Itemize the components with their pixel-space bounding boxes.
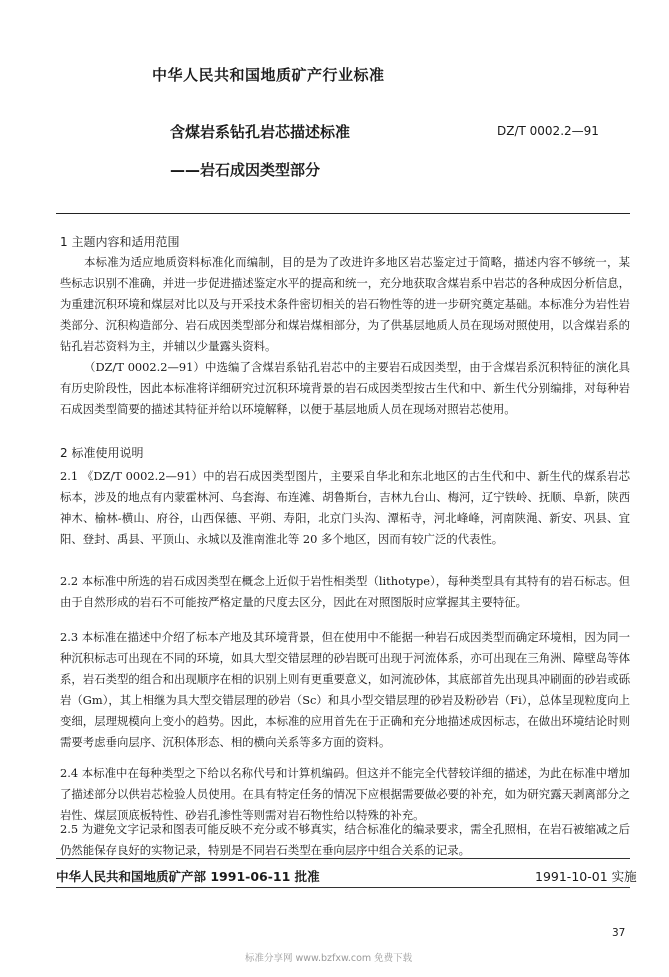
footer-divider: [56, 858, 630, 859]
standard-code: DZ/T 0002.2—91: [497, 124, 599, 138]
header-divider: [56, 213, 630, 214]
issuing-authority: 中华人民共和国地质矿产行业标准: [152, 66, 385, 84]
section-1-paragraph-1: 本标准为适应地质资料标准化而编制，目的是为了改进许多地区岩芯鉴定过于简略，描述内容不够统一，某些标志识别不准确，并进一步促进描述鉴定水平的提高和统一，充分地获取含煤岩系中岩芯的各种成因分析信息，为重建沉积环境和煤层对比以及与开采技术条件密切相关的岩石物性等的进一步研究奠定基础。本标准分为岩性岩类部分、沉积构造部分、岩石成因类型部分和煤岩煤相部分，为了供基层地质人员在现场对照使用，以含煤岩系的钻孔岩芯资料为主，并辅以少量露头资料。: [60, 255, 630, 353]
section-2-item-1: 2.1 《DZ/T 0002.2—91）中的岩石成因类型图片，主要采自华北和东北地区的古生代和中、新生代的煤系岩芯标本，涉及的地点有内蒙霍林河、乌套海、布连滩、胡鲁斯台，吉林九台山、梅河，辽宁铁岭、抚顺、阜新，陕西神木、榆林-横山、府谷，山西保德、平朔、寿阳，北京门头沟、潭柘寺，河北峰峰，河南陕渑、新安、巩县、宜阳、登封、禹县、平顶山、永城以及淮南淮北等 20 多个地区，因而有较广泛的代表性。: [60, 469, 630, 546]
section-2-item-4: 2.4 本标准中在每种类型之下给以名称代号和计算机编码。但这并不能完全代替较详细的描述，为此在标准中增加了描述部分以供岩芯检验人员使用。在具有特定任务的情况下应根据需要做必要的补充，如为研究露天剥离部分之岩性、煤层顶底板特性、砂岩孔渗性等则需对岩石物性给以特殊的补充。: [60, 766, 630, 822]
document-title: 含煤岩系钻孔岩芯描述标准: [170, 123, 351, 141]
section-2-heading: 2 标准使用说明: [60, 446, 144, 460]
approval-line: 中华人民共和国地质矿产部 1991-06-11 批准: [56, 869, 320, 884]
document-subtitle: ——岩石成因类型部分: [170, 161, 321, 179]
page-number: 37: [612, 927, 626, 939]
watermark-text: 标准分享网 www.bzfxw.com 免费下载: [245, 953, 413, 964]
section-2-item-2: 2.2 本标准中所选的岩石成因类型在概念上近似于岩性相类型（lithotype），每种类型具有其特有的岩石标志。但由于自然形成的岩石不可能按严格定量的尺度去区分，因此在对照图版时应掌握其主要特征。: [60, 574, 630, 609]
section-2-item-3: 2.3 本标准在描述中介绍了标本产地及其环境背景，但在使用中不能据一种岩石成因类型而确定环境相，因为同一种沉积标志可出现在不同的环境，如具大型交错层理的砂岩既可出现于河流体系，亦可出现在三角洲、障壁岛等体系，岩石类型的组合和出现顺序在相的识别上则有更重要意义，如河流砂体，其底部首先出现具冲刷面的砂岩或砾岩（Gm），其上相继为具大型交错层理的砂岩（Sc）和具小型交错层理的砂岩及粉砂岩（Fi），总体呈现粒度向上变细，层理规模向上变小的趋势。因此，本标准的应用首先在于正确和充分地描述成因标志，在做出环境结论时则需要考虑垂向层序、沉积体形态、相的横向关系等多方面的资料。: [60, 630, 630, 749]
section-1-heading: 1 主题内容和适用范围: [60, 235, 180, 249]
effective-date: 1991-10-01 实施: [535, 869, 637, 884]
section-1-paragraph-2: （DZ/T 0002.2—91）中选编了含煤岩系钻孔岩芯中的主要岩石成因类型，由于含煤岩系沉积特征的演化具有历史阶段性，因此本标准将详细研究过沉积环境背景的岩石成因类型按古生代和中、新生代分别编排，对每种岩石成因类型简要的描述其特征并给以环境解释，以便于基层地质人员在现场对照岩芯使用。: [60, 360, 630, 416]
section-2-item-5: 2.5 为避免文字记录和图表可能反映不充分或不够真实，结合标准化的编录要求，需全孔照相，在岩石被缩减之后仍然能保存良好的实物记录，特别是不同岩石类型在垂向层序中组合关系的记录。: [60, 822, 630, 857]
footer-bottom-rule: [56, 887, 630, 888]
